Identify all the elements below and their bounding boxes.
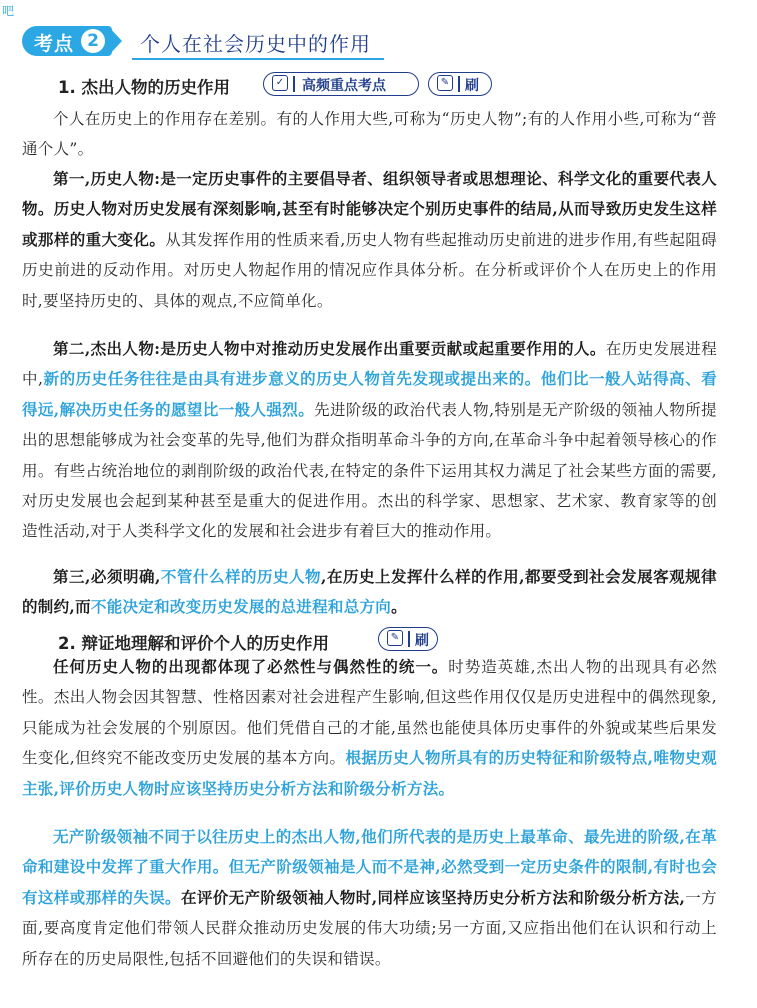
paragraph-3-bold: 第二,杰出人物:是历史人物中对推动历史发展作出重要贡献或起重要作用的人。 [53,339,606,358]
brush-tag-1[interactable] [428,72,492,96]
freq-tag-label: 高频重点考点 [302,78,386,94]
freq-tag[interactable] [263,72,419,96]
paragraph-4 [22,562,717,623]
topic-title: 个人在社会历史中的作用 [140,32,371,56]
topic-badge-number: 2 [81,29,105,53]
tag-separator [408,631,410,647]
paragraph-4-highlight-a: 不管什么样的历史人物 [160,567,322,586]
paragraph-4-bold-b: ,在历史上发挥什么样的作用,都要受到社会发展客观规律的制约,而 [22,567,717,617]
paragraph-3 [22,334,717,547]
brush-icon: ✎ [437,75,453,91]
paragraph-1-text: 个人在历史上的作用存在差别。有的人作用大些,可称为“历史人物”;有的人作用小些,可称为“普通个人”。 [22,110,717,159]
paragraph-2-bold: 第一,历史人物:是一定历史事件的主要倡导者、组织领导者或思想理论、科学文化的重要代表人物。历史人物对历史发展有深刻影响,甚至有时能够决定个别历史事件的结局,从而导致历史发生这样或那样的重大变化。 [22,169,717,249]
paragraph-2 [22,164,717,316]
tag-separator [293,76,295,92]
checkbox-icon: ✓ [272,75,288,91]
paragraph-5 [22,652,717,804]
paragraph-4-highlight-b: 不能决定和改变历史发展的总进程和总方向 [90,597,392,617]
paragraph-5-text: 时势造英雄,杰出人物的出现具有必然性。杰出人物会因其智慧、性格因素对社会进程产生影响,但这些作用仅仅是历史进程中的偶然现象,只能成为社会发展的个别原因。他们凭借自己的才能,虽然也能使具体历史事件的外貌或某些后果发生变化,但终究不能改变历史发展的基本方向。 [22,658,718,768]
paragraph-6 [22,822,717,974]
paragraph-6-highlight: 无产阶级领袖不同于以往历史上的杰出人物,他们所代表的是历史上最革命、最先进的阶级,在革命和建设中发挥了重大作用。但无产阶级领袖是人而不是神,必然受到一定历史条件的限制,有时也会有这样或那样的失误。 [22,827,717,907]
paragraph-3-highlight: 新的历史任务往往是由具有进步意义的历史人物首先发现或提出来的。他们比一般人站得高、看得远,解决历史任务的愿望比一般人强烈。 [22,369,718,419]
brush-tag-1-label: 刷 [465,78,479,94]
paragraph-3-text-a: 在历史发展进程中, [22,340,717,389]
paragraph-6-bold: 在评价无产阶级领袖人物时,同样应该坚持历史分析方法和阶级分析方法, [180,887,686,907]
brush-tag-2-label: 刷 [415,633,429,649]
section2-heading: 2. 辩证地理解和评价个人的历史作用 [58,634,329,653]
section1-heading: 1. 杰出人物的历史作用 [58,78,230,97]
paragraph-6-text: 一方面,要高度肯定他们带领人民群众推动历史发展的伟大功绩;另一方面,又应指出他们在认识和行动上所存在的历史局限性,包括不回避他们的失误和错误。 [22,888,717,968]
brush-icon: ✎ [387,630,403,646]
brush-tag-2[interactable] [378,627,438,651]
paragraph-2-text: 从其发挥作用的性质来看,历史人物有些起推动历史前进的进步作用,有些起阻碍历史前进的反动作用。对历史人物起作用的情况应作具体分析。在分析或评价个人在历史上的作用时,要坚持历史的、具体的观点,不应简单化。 [22,230,718,310]
tag-separator [458,76,460,92]
paragraph-4-end: 。 [391,597,407,617]
paragraph-4-bold-a: 第三,必须明确, [53,567,161,586]
paragraph-3-text-b: 先进阶级的政治代表人物,特别是无产阶级的领袖人物所提出的思想能够成为社会变革的先导,他们为群众指明革命斗争的方向,在革命斗争中起着领导核心的作用。有些占统治地位的剥削阶级的政治代表,在特定的条件下运用其权力满足了社会某些方面的需要,对历史发展也会起到某种甚至是重大的促进作用。杰出的科学家、思想家、艺术家、教育家等的创造性活动,对于人类科学文化的发展和社会进步有着巨大的推动作用。 [22,400,717,541]
paragraph-5-bold: 任何历史人物的出现都体现了必然性与偶然性的统一。 [53,657,449,676]
paragraph-1 [22,104,717,165]
topic-badge-label: 考点 [34,33,75,55]
corner-mark: 吧 [2,4,15,18]
topic-badge [22,26,128,56]
topic-underline [132,58,384,60]
paragraph-5-highlight: 根据历史人物所具有的历史特征和阶级特点,唯物史观主张,评价历史人物时应该坚持历史分析方法和阶级分析方法。 [22,748,717,798]
topic-header [22,22,370,60]
